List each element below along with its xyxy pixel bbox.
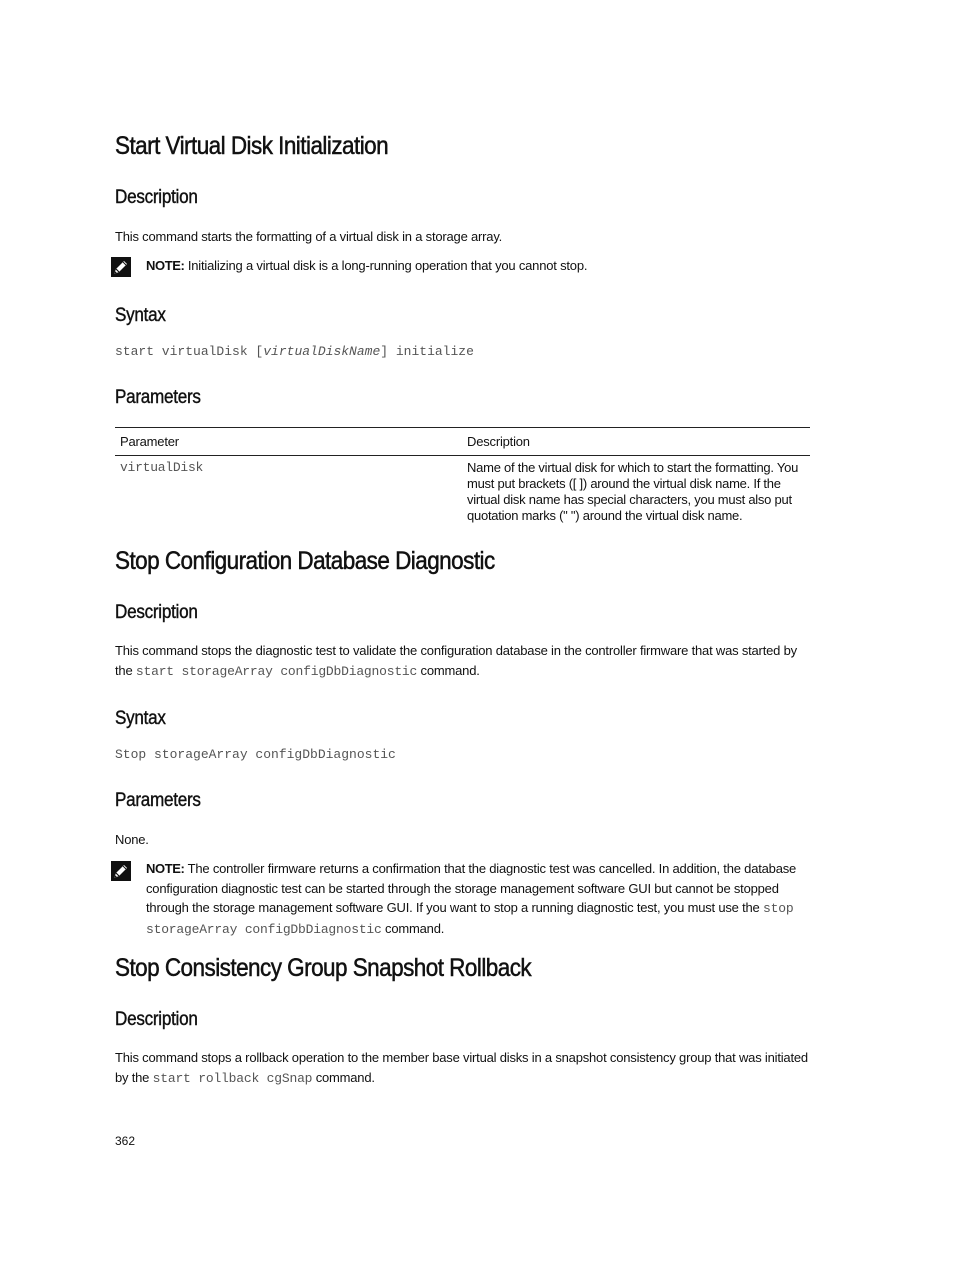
- syntax-variable: virtualDiskName: [263, 344, 381, 359]
- description-text: [115, 1048, 815, 1088]
- note: [146, 859, 806, 939]
- syntax-heading: Syntax: [115, 708, 166, 729]
- note-text: Initializing a virtual disk is a long-running operation that you cannot stop.: [184, 258, 588, 273]
- table-row: [115, 456, 810, 530]
- parameters-text: None.: [115, 832, 149, 847]
- section-title: Stop Consistency Group Snapshot Rollback: [115, 954, 532, 982]
- description-heading: Description: [115, 602, 198, 623]
- parameter-cell: virtualDisk: [120, 460, 204, 475]
- syntax-suffix: ] initialize: [380, 344, 474, 359]
- description-text-before: This command stops a rollback operation to the member base virtual disks in a snapshot consistency group that was initiated by the: [115, 1050, 808, 1085]
- description-text-after: command.: [417, 662, 480, 678]
- syntax-heading: Syntax: [115, 305, 166, 326]
- inline-code: stop storageArray configDbDiagnostic: [146, 901, 794, 937]
- syntax-code: Stop storageArray configDbDiagnostic: [115, 747, 396, 762]
- pencil-note-icon: [111, 257, 131, 277]
- description-heading: Description: [115, 1009, 198, 1030]
- page-number: 362: [115, 1134, 136, 1148]
- note-text-before: The controller firmware returns a confirmation that the diagnostic test was cancelled. In addition, the database configuration diagnostic test can be started through the storage management software GUI but cannot be stopped through the storage management software GUI. If you want to stop a running diagnostic test, you must use the: [146, 861, 797, 915]
- section-title: Stop Configuration Database Diagnostic: [115, 547, 495, 575]
- description-text-before: This command stops the diagnostic test to validate the configuration database in the controller firmware that was started by the: [115, 643, 797, 678]
- syntax-code: [115, 344, 474, 359]
- column-header-parameter: Parameter: [115, 428, 462, 456]
- section-title: Start Virtual Disk Initialization: [115, 132, 389, 160]
- note: [146, 256, 806, 276]
- inline-code: start rollback cgSnap: [152, 1070, 313, 1086]
- table-header-row: [115, 428, 810, 456]
- pencil-note-icon: [111, 861, 131, 881]
- inline-code: start storageArray configDbDiagnostic: [135, 663, 418, 679]
- description-cell: Name of the virtual disk for which to start the formatting. You must put brackets ([ ]) around the virtual disk name. If the virtual disk name has special characters, you must also put quotation marks (" ") around the virtual disk name.: [467, 460, 799, 523]
- note-label: NOTE:: [146, 258, 185, 273]
- parameters-heading: Parameters: [115, 387, 201, 408]
- syntax-prefix: start virtualDisk [: [115, 344, 264, 359]
- description-text: [115, 641, 815, 681]
- note-label: NOTE:: [146, 861, 185, 876]
- description-heading: Description: [115, 187, 198, 208]
- description-text-after: command.: [312, 1069, 375, 1085]
- parameters-table: [115, 427, 810, 529]
- parameters-heading: Parameters: [115, 790, 201, 811]
- column-header-description: Description: [462, 428, 810, 456]
- note-text-after: command.: [381, 920, 445, 936]
- description-text: This command starts the formatting of a virtual disk in a storage array.: [115, 229, 503, 244]
